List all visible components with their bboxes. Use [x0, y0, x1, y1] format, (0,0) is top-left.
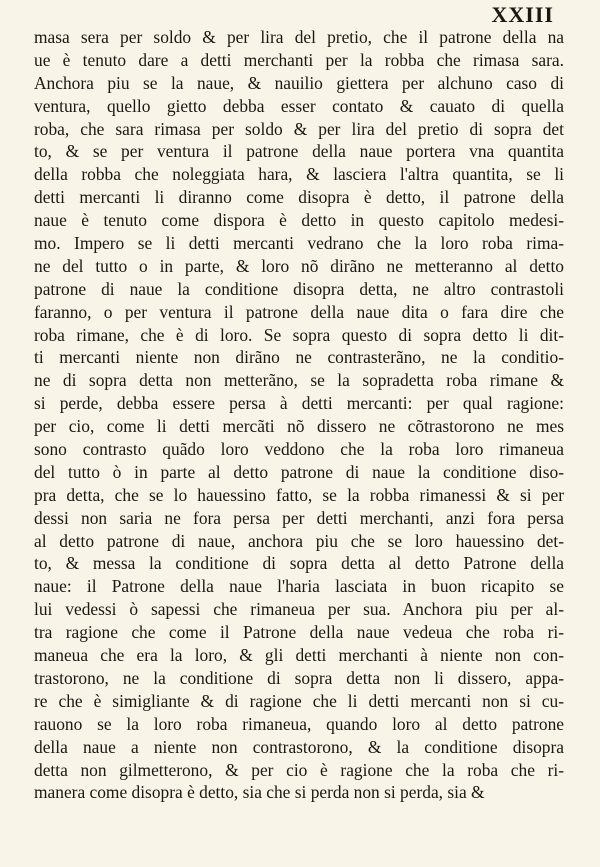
text-line: della naue a niente non contrastorono, & la conditione disopra: [34, 736, 564, 757]
text-line: al detto patrone di naue, anchora piu che se loro hauessino det-: [34, 530, 564, 551]
text-line: tra ragione che come il Patrone della naue vedeua che roba ri-: [34, 622, 564, 643]
text-line: ventura, quello gietto debba esser contato & cauato di quella: [34, 95, 564, 116]
text-line: per cio, come li detti mercãti nõ dissero ne cõtrastorono ne mes: [34, 416, 564, 437]
text-line: maneua che era la loro, & gli detti merchanti à niente non con-: [34, 645, 564, 666]
text-line: manera come disopra è detto, sia che si perda non si perda, sia &: [34, 782, 485, 803]
text-line: si perde, debba essere persa à detti mercanti: per qual ragione:: [34, 393, 564, 414]
text-line: roba rimane, che è di loro. Se sopra questo di sopra detto li dit-: [34, 324, 564, 345]
text-line: lui vedessi ò sapessi che rimaneua per sua. Anchora piu per al-: [34, 599, 564, 620]
text-line: to, & se per ventura il patrone della naue portera vna quantita: [34, 141, 564, 162]
text-line: ue è tenuto dare a detti merchanti per la robba che rimasa sara.: [34, 49, 564, 70]
text-line: ti mercanti niente non dirãno ne contrasterãno, ne la conditio-: [34, 347, 564, 368]
folio-number: XXIII: [491, 2, 554, 27]
text-line: trastorono, ne la conditione di sopra detta non li dissero, appa-: [34, 667, 564, 688]
text-line: del tutto ò in parte al detto patrone di naue la conditione diso-: [34, 461, 564, 482]
text-line: detta non gilmetterono, & per cio è ragione che la roba che ri-: [34, 759, 564, 780]
text-line: ne del tutto o in parte, & loro nõ dirãno ne metteranno al detto: [34, 255, 564, 276]
text-line: Anchora piu se la naue, & nauilio giettera per alchuno caso di: [34, 72, 564, 93]
text-line: faranno, o per ventura il patrone della naue dita o fara dire che: [34, 301, 564, 322]
text-line: naue è tenuto come dispora è detto in questo capitolo medesi-: [34, 210, 564, 231]
text-line: naue: il Patrone della naue l'haria lasciata in buon ricapito se: [34, 576, 564, 597]
text-line: pra detta, che se lo hauessino fatto, se la robba rimanessi & si per: [34, 484, 564, 505]
text-line: mo. Impero se li detti mercanti vedrano che la loro roba rima-: [34, 233, 564, 254]
body-text: [34, 26, 564, 804]
text-line: masa sera per soldo & per lira del pretio, che il patrone della na: [34, 27, 564, 47]
text-line: rauono se la loro roba rimaneua, quando loro al detto patrone: [34, 713, 564, 734]
text-line: della robba che noleggiata hara, & lasciera l'altra quantita, se li: [34, 164, 564, 185]
text-line: sono contrasto quãdo loro veddono che la roba loro rimaneua: [34, 439, 564, 460]
text-line: ne di sopra detta non metterãno, se la sopradetta roba rimane &: [34, 370, 564, 391]
text-line: roba, che sara rimasa per soldo & per lira del pretio di sopra det: [34, 118, 564, 139]
text-line: patrone di naue la conditione disopra detta, ne altro contrastoli: [34, 278, 564, 299]
text-line: dessi non saria ne fora persa per detti merchanti, anzi fora persa: [34, 507, 564, 528]
text-line: re che è simigliante & di ragione che li detti mercanti non si cu-: [34, 690, 564, 711]
text-line: detti mercanti li diranno come disopra è detto, il patrone della: [34, 187, 564, 208]
text-line: to, & messa la conditione di sopra detta al detto Patrone della: [34, 553, 564, 574]
